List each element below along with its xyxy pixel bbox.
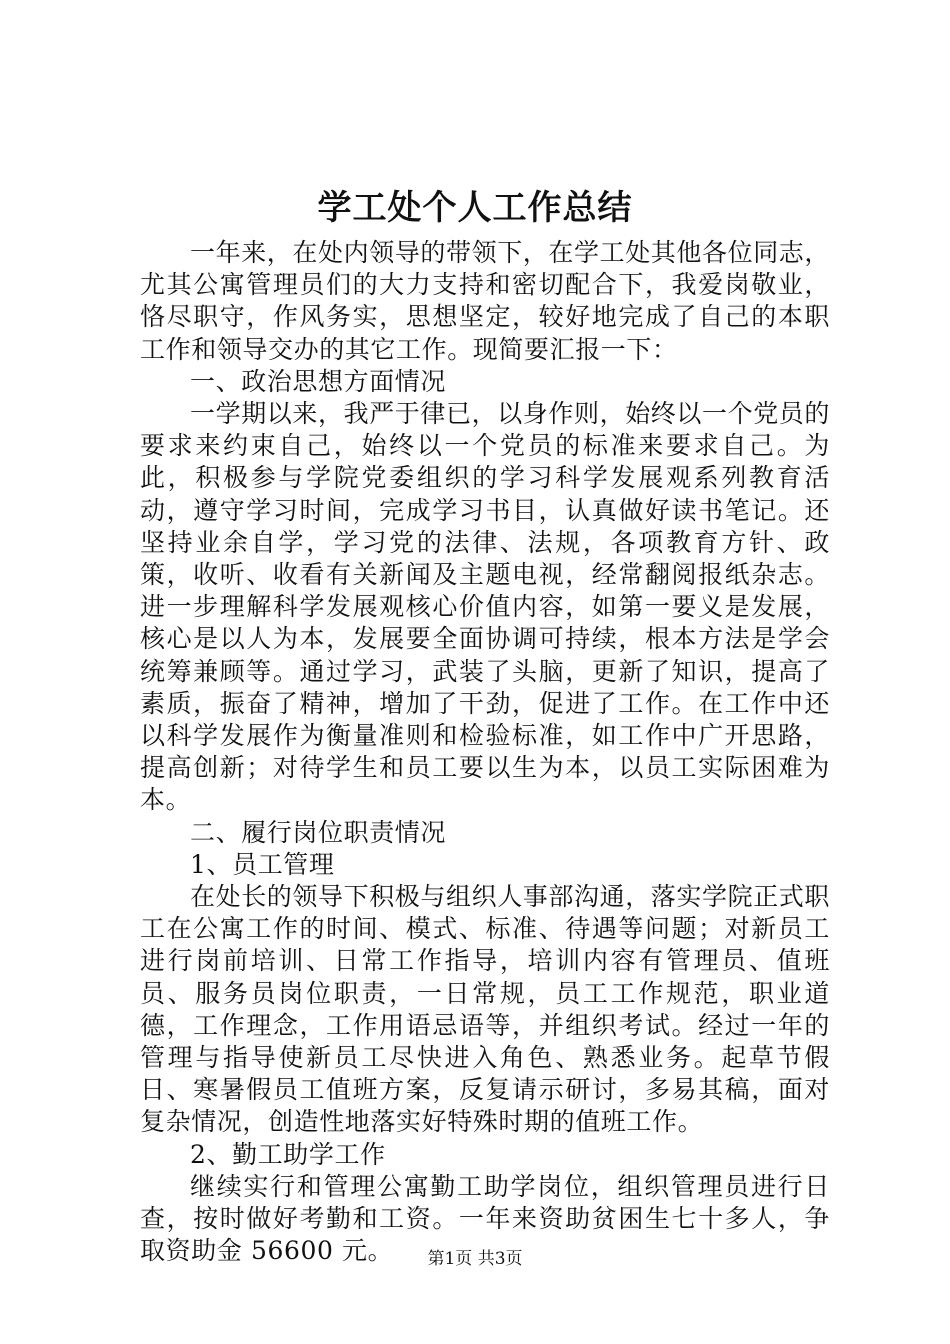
page-number-footer: 第1页 共3页: [427, 1249, 523, 1269]
political-paragraph: 一学期以来，我严于律已，以身作则，始终以一个党员的要求来约束自己，始终以一个党员的标准来要求自己。为此，积极参与学院党委组织的学习科学发展观系列教育活动，遵守学习时间，完成学习书目，认真做好读书笔记。还坚持业余自学，学习党的法律、法规，各项教育方针、政策，收听、收看有关新闻及主题电视，经常翻阅报纸杂志。进一步理解科学发展观核心价值内容，如第一要义是发展，核心是以人为本，发展要全面协调可持续，根本方法是学会统筹兼顾等。通过学习，武装了头脑，更新了知识，提高了素质，振奋了精神，增加了干劲，促进了工作。在工作中还以科学发展作为衡量准则和检验标准，如工作中广开思路，提高创新；对待学生和员工要以生为本，以员工实际困难为本。: [140, 399, 831, 815]
staff-paragraph: 在处长的领导下积极与组织人事部沟通，落实学院正式职工在公寓工作的时间、模式、标准、待遇等问题；对新员工进行岗前培训、日常工作指导，培训内容有管理员、值班员、服务员岗位职责，一日常规，员工工作规范，职业道德，工作理念，工作用语忌语等，并组织考试。经过一年的管理与指导使新员工尽快进入角色、熟悉业务。起草节假日、寒暑假员工值班方案，反复请示研讨，多易其稿，面对复杂情况，创造性地落实好特殊时期的值班工作。: [140, 882, 831, 1137]
intro-paragraph: 一年来，在处内领导的带领下，在学工处其他各位同志，尤其公寓管理员们的大力支持和密切配合下，我爱岗敬业，恪尽职守，作风务实，思想坚定，较好地完成了自己的本职工作和领导交办的其它工作。现简要汇报一下：: [140, 238, 831, 364]
work-study-paragraph: 继续实行和管理公寓勤工助学岗位，组织管理员进行日查，按时做好考勤和工资。一年来资助贫困生七十多人，争取资助金 56600 元。: [140, 1171, 830, 1266]
section-heading-duties: 二、履行岗位职责情况: [190, 817, 447, 847]
document-body: [140, 237, 830, 1268]
subsection-heading-staff: 1、员工管理: [190, 849, 335, 879]
subsection-heading-work-study: 2、勤工助学工作: [190, 1139, 386, 1169]
document-title: 学工处个人工作总结: [317, 188, 633, 228]
section-heading-political: 一、政治思想方面情况: [190, 366, 447, 396]
